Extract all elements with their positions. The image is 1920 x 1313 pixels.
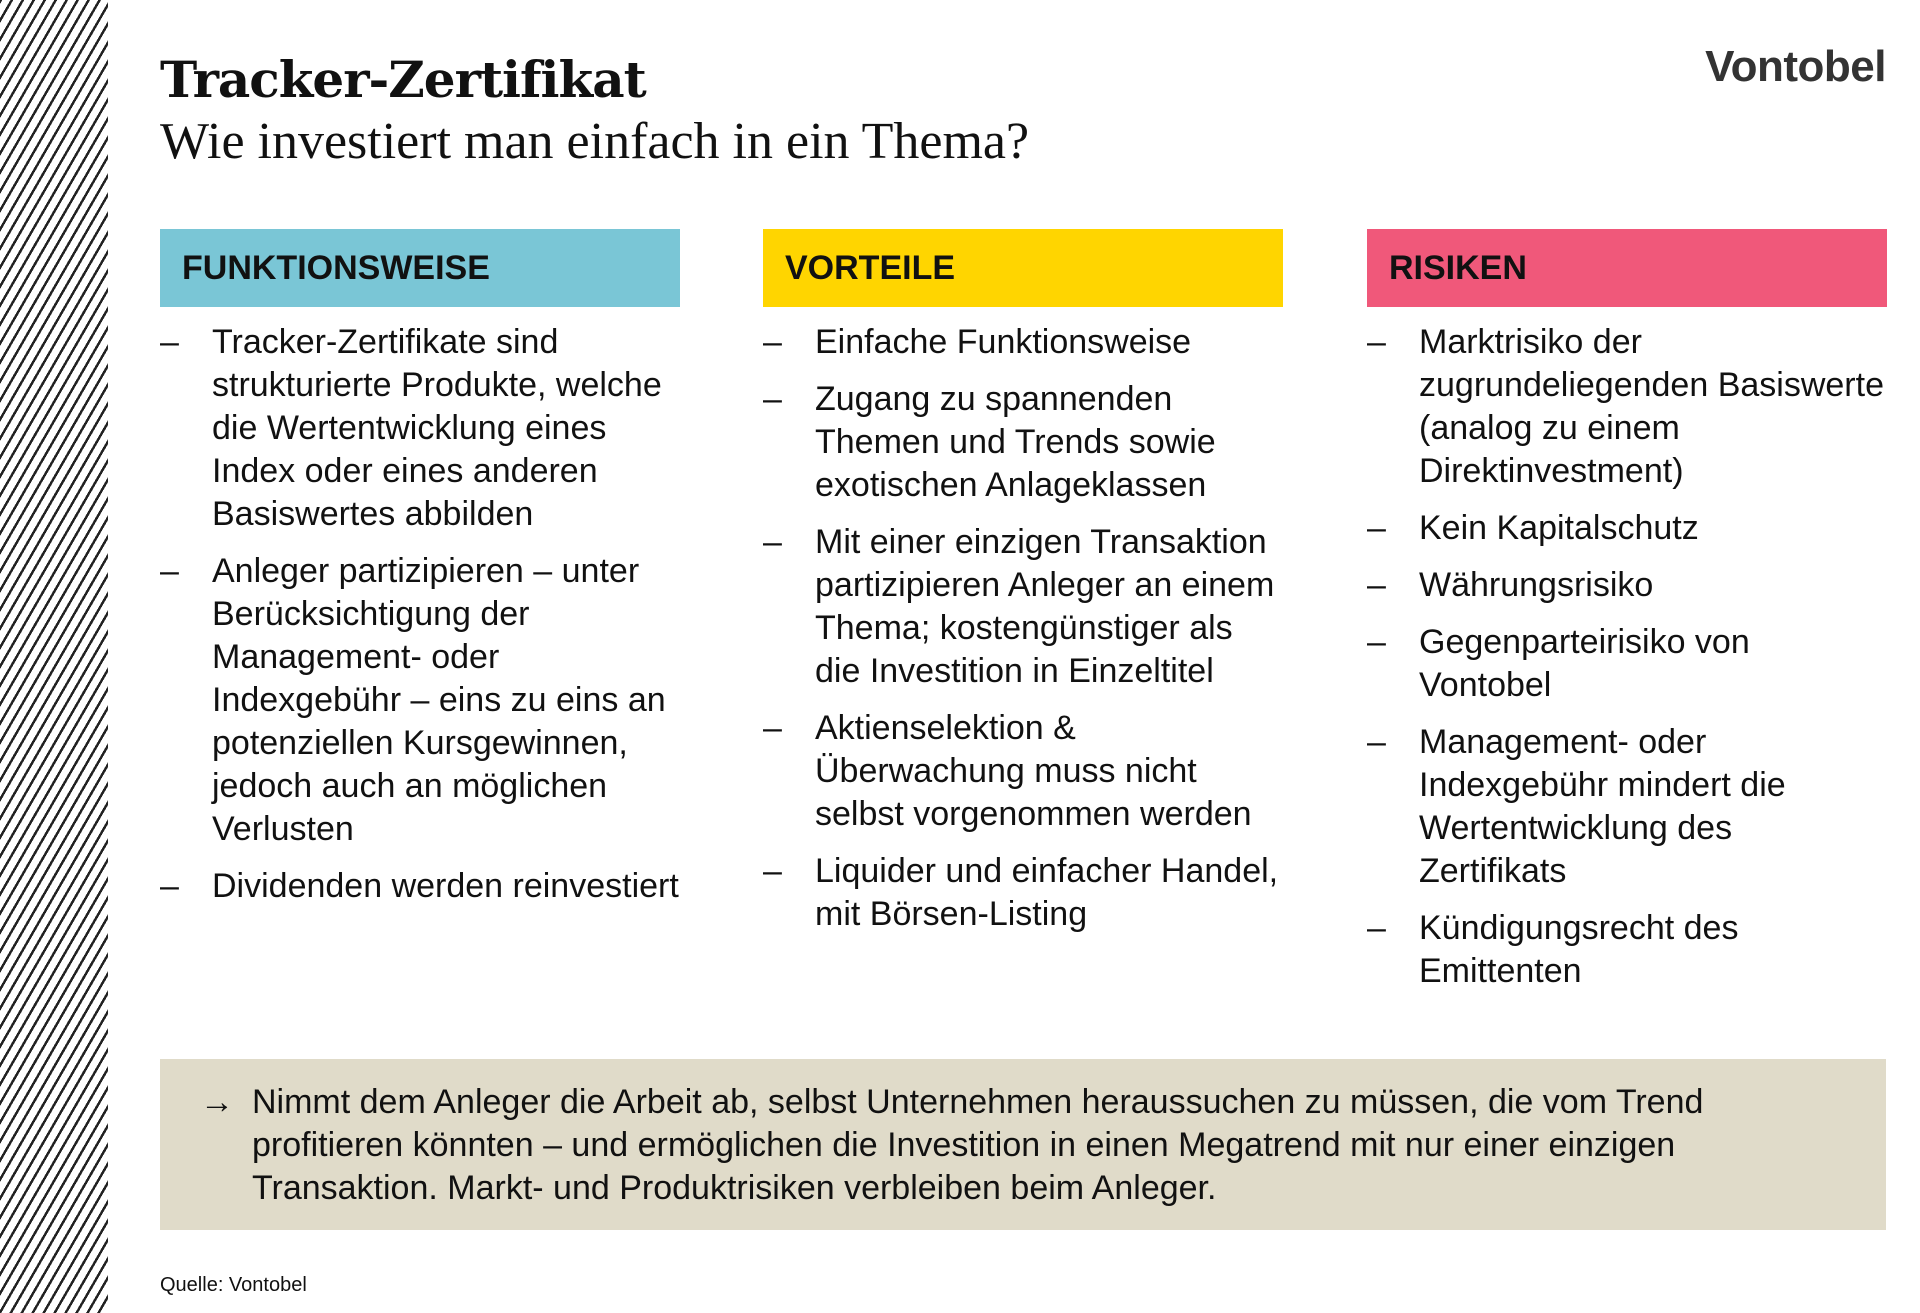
- column-heading: VORTEILE: [763, 229, 1283, 307]
- summary-box: [160, 1059, 1886, 1230]
- arrow-right-icon: →: [200, 1083, 234, 1121]
- list-item: [1367, 907, 1887, 993]
- bullet-dash: –: [1367, 323, 1386, 361]
- column-vorteile: [763, 229, 1283, 950]
- list-item-text: Kein Kapitalschutz: [1419, 509, 1699, 547]
- bullet-dash: –: [1367, 623, 1386, 661]
- list-item-text: Marktrisiko der zugrundeliegenden Basiswerte (analog zu einem Direktinvestment): [1419, 323, 1884, 490]
- column-risiken: [1367, 229, 1887, 1007]
- hatch-decoration: [0, 0, 108, 1313]
- list-item-text: Gegenparteirisiko von Vontobel: [1419, 623, 1750, 704]
- bullet-dash: –: [1367, 909, 1386, 947]
- page-subtitle: Wie investiert man einfach in ein Thema?: [160, 113, 1030, 170]
- bullet-dash: –: [160, 552, 179, 590]
- bullet-list: [160, 321, 680, 908]
- list-item: [763, 707, 1283, 836]
- bullet-dash: –: [1367, 566, 1386, 604]
- list-item: [763, 321, 1283, 364]
- list-item: [1367, 321, 1887, 493]
- bullet-dash: –: [763, 380, 782, 418]
- list-item: [763, 850, 1283, 936]
- list-item-text: Anleger partizipieren – unter Berücksichtigung der Management- oder Indexgebühr – eins zu eins an potenziellen Kursgewinnen, jedoch auch an möglichen Verlusten: [212, 552, 666, 848]
- bullet-list: [1367, 321, 1887, 993]
- bullet-list: [763, 321, 1283, 936]
- list-item-text: Aktienselektion & Überwachung muss nicht selbst vorgenommen werden: [815, 709, 1252, 833]
- bullet-dash: –: [763, 852, 782, 890]
- vontobel-logo: Vontobel: [1705, 42, 1886, 91]
- summary-text: Nimmt dem Anleger die Arbeit ab, selbst Unternehmen heraussuchen zu müssen, die vom Trend profitieren könnten – und ermöglichen die Investition in einen Megatrend mit nur einer einzigen Transaktion. Markt- und Produktrisiken verbleiben beim Anleger.: [252, 1083, 1704, 1207]
- list-item-text: Kündigungsrecht des Emittenten: [1419, 909, 1739, 990]
- list-item-text: Dividenden werden reinvestiert: [212, 867, 679, 905]
- list-item: [1367, 721, 1887, 893]
- bullet-dash: –: [1367, 723, 1386, 761]
- list-item: [763, 378, 1283, 507]
- list-item-text: Tracker-Zertifikate sind strukturierte Produkte, welche die Wertentwicklung eines Index oder eines anderen Basiswertes abbilden: [212, 323, 662, 533]
- list-item-text: Einfache Funktionsweise: [815, 323, 1192, 361]
- list-item: [1367, 564, 1887, 607]
- list-item-text: Liquider und einfacher Handel, mit Börsen-Listing: [815, 852, 1279, 933]
- bullet-dash: –: [160, 323, 179, 361]
- bullet-dash: –: [763, 523, 782, 561]
- bullet-dash: –: [160, 867, 179, 905]
- column-funktionsweise: [160, 229, 680, 922]
- bullet-dash: –: [763, 323, 782, 361]
- page-title: Tracker-Zertifikat: [160, 50, 646, 109]
- column-heading: FUNKTIONSWEISE: [160, 229, 680, 307]
- list-item-text: Management- oder Indexgebühr mindert die Wertentwicklung des Zertifikats: [1419, 723, 1786, 890]
- list-item: [1367, 507, 1887, 550]
- list-item: [160, 550, 680, 851]
- list-item: [763, 521, 1283, 693]
- list-item: [160, 865, 680, 908]
- bullet-dash: –: [763, 709, 782, 747]
- list-item: [1367, 621, 1887, 707]
- list-item-text: Mit einer einzigen Transaktion partizipieren Anleger an einem Thema; kostengünstiger als die Investition in Einzeltitel: [815, 523, 1275, 690]
- list-item: [160, 321, 680, 536]
- bullet-dash: –: [1367, 509, 1386, 547]
- source-note: Quelle: Vontobel: [160, 1274, 307, 1296]
- list-item-text: Zugang zu spannenden Themen und Trends sowie exotischen Anlageklassen: [815, 380, 1216, 504]
- list-item-text: Währungsrisiko: [1419, 566, 1654, 604]
- column-heading: RISIKEN: [1367, 229, 1887, 307]
